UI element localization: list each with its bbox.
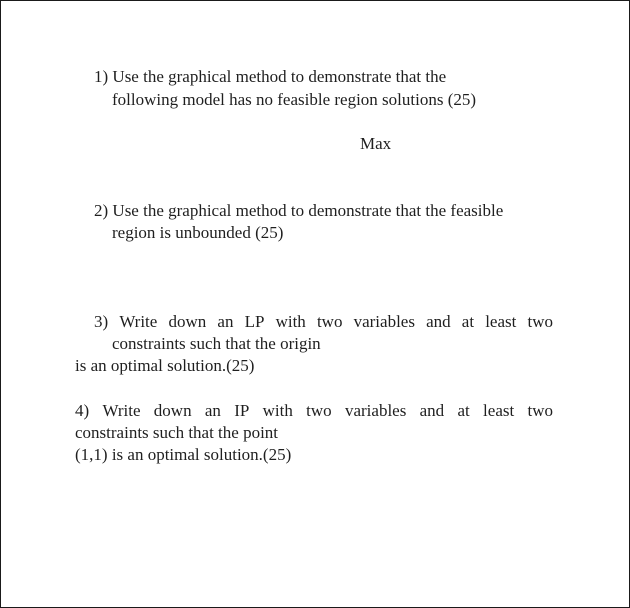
max-label: Max xyxy=(360,134,392,153)
question-3-line-2: constraints such that the origin xyxy=(112,334,321,353)
word: and xyxy=(426,312,451,331)
word: two xyxy=(527,401,553,420)
question-3-line-1 xyxy=(94,312,553,332)
word: Write xyxy=(102,401,141,420)
word: least xyxy=(483,401,515,420)
word: Write xyxy=(119,312,158,331)
word: with xyxy=(275,312,306,331)
word: variables xyxy=(353,312,415,331)
question-2-line-1: 2) Use the graphical method to demonstrate that the feasible xyxy=(94,201,504,220)
word: LP xyxy=(244,312,265,331)
word: down xyxy=(168,312,207,331)
word: with xyxy=(262,401,293,420)
question-3-line-3: is an optimal solution.(25) xyxy=(75,356,255,375)
question-4-line-3: (1,1) is an optimal solution.(25) xyxy=(75,445,292,464)
word: least xyxy=(485,312,517,331)
question-2-line-2: region is unbounded (25) xyxy=(112,223,284,242)
word: IP xyxy=(234,401,250,420)
question-4-line-1 xyxy=(75,401,553,421)
word: two xyxy=(306,401,332,420)
word: and xyxy=(419,401,445,420)
question-1-line-2: following model has no feasible region solutions (25) xyxy=(112,90,477,109)
word: at xyxy=(461,312,475,331)
word: two xyxy=(527,312,553,331)
word: at xyxy=(457,401,470,420)
word: an xyxy=(204,401,221,420)
word: 3) xyxy=(94,312,109,331)
word: variables xyxy=(344,401,407,420)
question-1-line-1: 1) Use the graphical method to demonstrate that the xyxy=(94,67,447,86)
word: two xyxy=(316,312,343,331)
word: 4) xyxy=(75,401,90,420)
word: an xyxy=(217,312,234,331)
question-4-line-2: constraints such that the point xyxy=(75,423,279,442)
word: down xyxy=(153,401,192,420)
